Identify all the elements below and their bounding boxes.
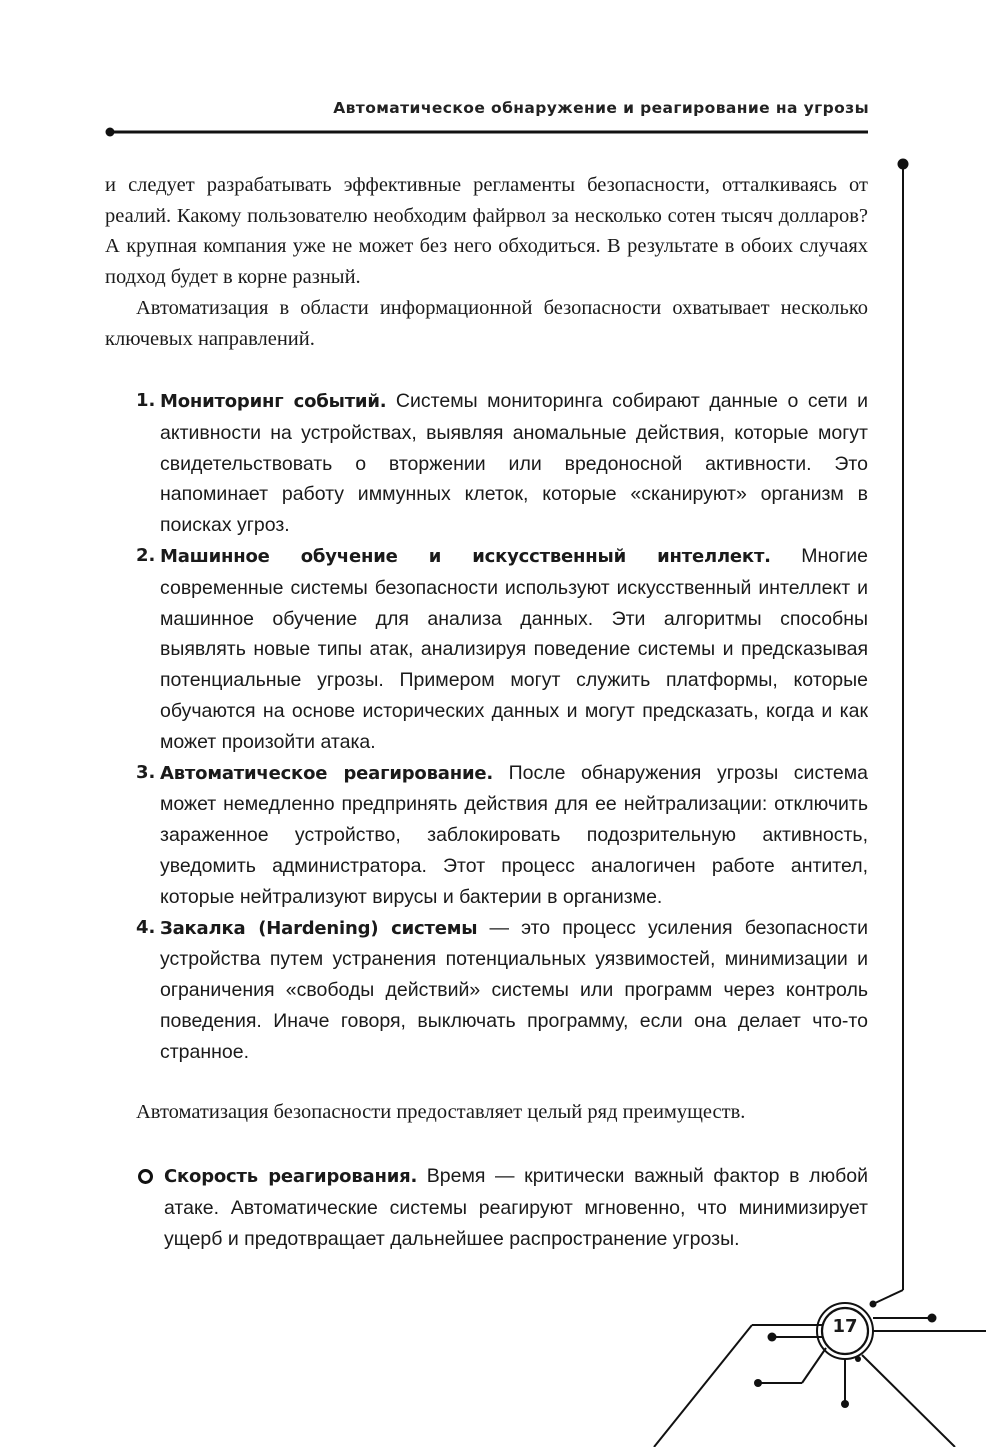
list-item-text: Системы мониторинга собирают данные о сети и активности на устройствах, выявляя аномальные действия, которые могут свидетельствовать о вторжении или вредоносной активности. Это напоминает работу иммунных клеток, которые «сканируют» организм в поисках угроз. — [160, 390, 868, 537]
list-item — [136, 913, 868, 1068]
summary-paragraph: Автоматизация безопасности предоставляет целый ряд преимуществ. — [136, 1101, 746, 1123]
list-item-text: После обнаружения угрозы система может немедленно предпринять действия для ее нейтрализации: отключить зараженное устройство, заблокировать подозрительную активность, уведомить администратора. Этот процесс аналогичен работе антител, которые нейтрализуют вирусы и бактерии в организме. — [160, 761, 869, 908]
list-number: 2. — [136, 544, 156, 566]
list-item — [136, 541, 868, 758]
list-number: 3. — [136, 761, 156, 783]
margin-rule — [870, 159, 909, 1308]
list-item-title: Автоматическое реагирование. — [160, 762, 494, 784]
page-number: 17 — [832, 1316, 858, 1337]
bullet-item — [136, 1161, 868, 1254]
intro-paragraph: и следует разрабатывать эффективные регламенты безопасности, отталкиваясь от реалий. Какому пользователю необходим файрвол за несколько сотен тысяч долларов? А крупная компания уже не может без него обходиться. В результате в обоих случаях подход будет в корне разный. — [105, 174, 868, 288]
numbered-list — [136, 386, 868, 1068]
ring-bullet-icon — [138, 1169, 153, 1184]
bullet-item-title: Скорость реагирования. — [164, 1166, 418, 1187]
running-header: Автоматическое обнаружение и реагирование на угрозы — [333, 99, 869, 117]
bullet-list — [136, 1161, 868, 1254]
list-item-text: — это процесс усиления безопасности устройства путем устранения потенциальных уязвимостей, минимизации и ограничения «свободы действий» системы или программ через контроль поведения. Иначе говоря, выключать программу, если она делает что-то странное. — [160, 916, 868, 1063]
bullet-item-text: Время — критически важный фактор в любой атаке. Автоматические системы реагируют мгновенно, что минимизирует ущерб и предотвращает дальнейшее распространение угрозы. — [164, 1165, 869, 1250]
intro-paragraph: Автоматизация в области информационной безопасности охватывает несколько ключевых направлений. — [105, 297, 868, 350]
list-item-title: Мониторинг событий. — [160, 391, 387, 412]
list-item-title: Закалка (Hardening) системы — [160, 917, 478, 939]
list-item — [136, 386, 868, 541]
list-number: 1. — [136, 390, 156, 411]
circuit-ornament — [654, 1303, 986, 1447]
list-item-text: Многие современные системы безопасности используют искусственный интеллект и машинное обучение для анализа данных. Эти алгоритмы способны выявлять новые типы атак, анализируя поведение системы и предсказывая потенциальные угрозы. Примером могут служить платформы, которые обучаются на основе исторических данных и могут предсказать, когда и как может произойти атака. — [160, 544, 868, 753]
header-rule — [106, 128, 869, 137]
list-number: 4. — [136, 916, 156, 938]
list-item-title: Машинное обучение и искусственный интеллект. — [160, 545, 771, 567]
list-item — [136, 758, 868, 913]
